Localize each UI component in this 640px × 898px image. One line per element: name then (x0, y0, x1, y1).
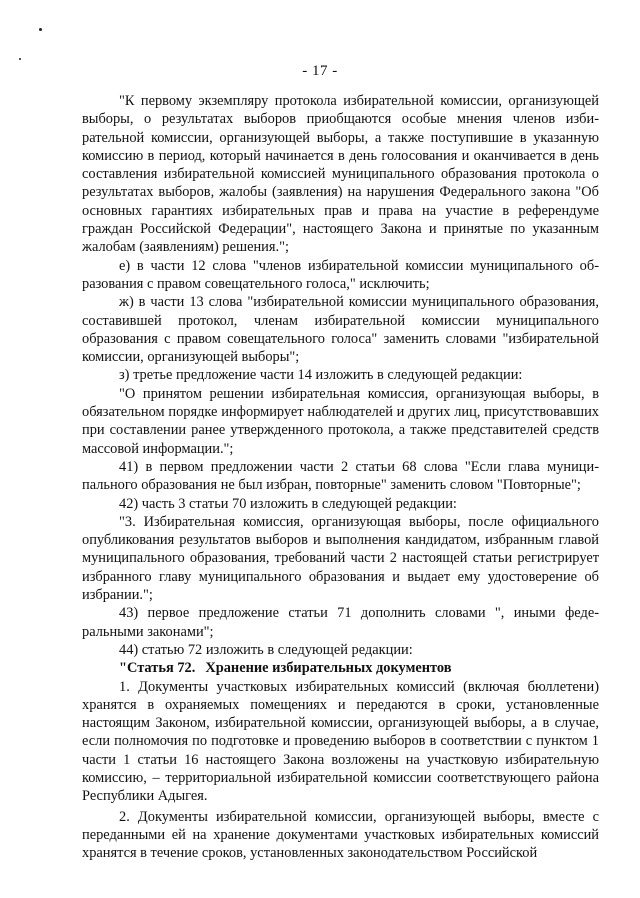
paragraph-item-z: з) третье предложение части 14 изложить в следующей редакции: (119, 367, 523, 384)
document-body (82, 92, 599, 862)
article-paragraph-2: 2. Документы избирательной комиссии, организующей выборы, вместе с переданными ей на хранение документами участковых избирательных комиссий хранятся в течение сроков, установленных законодательством Российской (82, 808, 599, 862)
paragraph-registration: "3. Избирательная комиссия, организующая выборы, после официального опубликования результатов выборов и выполнения кандидатом, избранным главой муниципального образования, требований части 2 настоящей статьи регистрирует избранного главу муниципального образования и выдает ему удостоверение об избрании."; (82, 513, 599, 604)
article-number: "Статья 72. (119, 660, 196, 677)
scan-speck (39, 28, 42, 31)
paragraph-item-e: е) в части 12 слова "членов избирательной комиссии муниципального образования с правом совещательного голоса," исключить; (82, 257, 599, 292)
paragraph-item-43: 43) первое предложение статьи 71 дополнить словами ", иными федеральными законами"; (82, 605, 599, 640)
article-paragraph-1: 1. Документы участковых избирательных комиссий (включая бюллетени) хранятся в охраняемых помещениях и передаются в сроки, установленные настоящим Законом, избирательной комиссии, организующей выборы, а в случае, если полномочия по подготовке и проведению выборов в соответствии с пунктом 1 части 1 статьи 16 настоящего Закона возложены на участковую избирательную комиссию, – территориальной избирательной комиссии соответствующего района Республики Адыгея. (82, 678, 599, 805)
paragraph-item-41: 41) в первом предложении части 2 статьи 68 слова "Если глава муниципального образования не был избран, повторные" заменить словом "Повторные"; (82, 458, 599, 494)
article-title: Хранение избирательных документов (205, 660, 452, 677)
article-heading (82, 659, 599, 677)
paragraph-protocol-attachments: "К первому экземпляру протокола избирательной комиссии, организующей выборы, о результатах выборов приобщаются особые мнения членов избирательной комиссии, организующей выборы, а также поступившие в указанную комиссию в период, который начинается в день голосования и оканчивается в день составления избирательной комиссией муниципального образования протокола о результатах выборов, жалобы (заявления) на нарушения Федерального закона "Об основных гарантиях избирательных прав и права на участие в референдуме граждан Российской Федерации", настоящего Закона и принятые по указанным жалобам (заявлениям) решения."; (82, 93, 599, 256)
paragraph-decision-notice: "О принятом решении избирательная комиссия, организующая выборы, в обязательном порядке информирует наблюдателей и других лиц, присутствовавших при составлении ранее утвержденного протокола, а также представителей средств массовой информации."; (82, 385, 599, 457)
page-number: - 17 - (302, 63, 338, 79)
paragraph-item-44: 44) статью 72 изложить в следующей редакции: (119, 641, 413, 658)
paragraph-item-zh: ж) в части 13 слова "избирательной комиссии муниципального образования, составившей протокол, членам избирательной комиссии муниципального образования с правом совещательного голоса" заменить словами "избирательной комиссии, организующей выборы"; (82, 294, 599, 366)
scan-speck (19, 58, 21, 60)
paragraph-item-42: 42) часть 3 статьи 70 изложить в следующей редакции: (119, 495, 457, 512)
